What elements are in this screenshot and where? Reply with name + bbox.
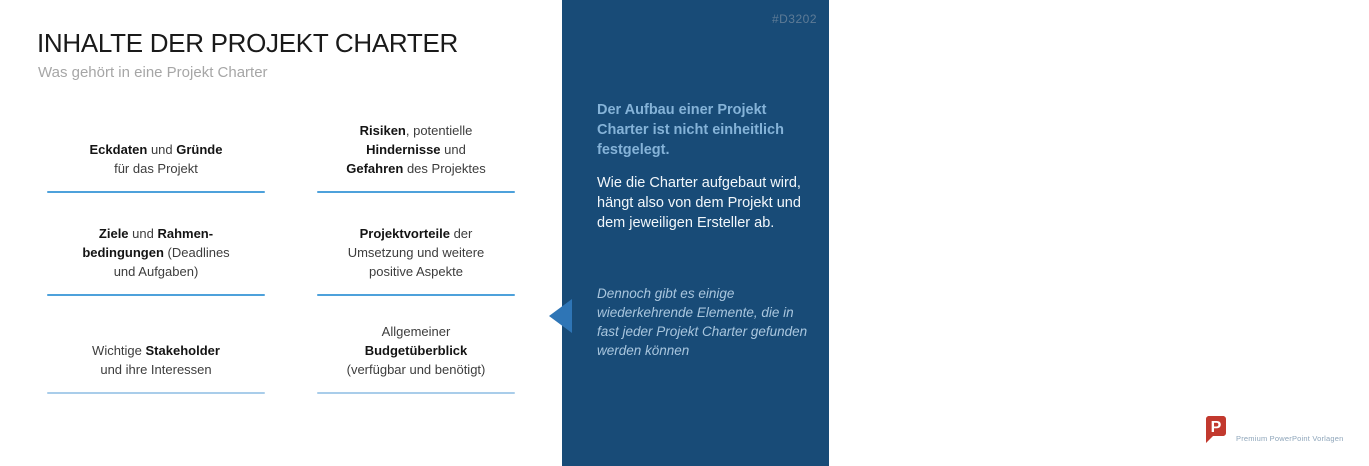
svg-text:P: P — [1210, 419, 1222, 436]
sidebar-heading: Der Aufbau einer Projekt Charter ist nicht einheitlich festgelegt. — [597, 102, 784, 158]
item-divider-line — [47, 191, 265, 193]
item-text: Allgemeiner Budgetüberblick (verfügbar und benötigt) — [346, 324, 486, 377]
sidebar-panel — [562, 0, 1369, 466]
sidebar-note-text: Dennoch gibt es einige wiederkehrende Elemente, die in fast jeder Projekt Charter gefunden werden können — [597, 286, 808, 358]
content-item-stakeholder — [47, 308, 265, 394]
item-divider-line — [47, 392, 265, 394]
speech-bubble-p-icon — [1204, 415, 1228, 446]
item-divider-line — [317, 191, 515, 193]
page-subtitle: Was gehört in eine Projekt Charter — [38, 64, 268, 81]
item-text: Ziele und Rahmen- bedingungen (Deadlines und Aufgaben) — [82, 226, 230, 279]
logo-tagline: Premium PowerPoint Vorlagen — [1236, 434, 1344, 443]
content-item-projektvorteile — [317, 211, 515, 296]
content-item-eckdaten — [47, 110, 265, 193]
registered-trademark-icon: ® — [1363, 415, 1369, 423]
logo-text-block — [1236, 415, 1369, 443]
sidebar-body-text: Wie die Charter aufgebaut wird, hängt also von dem Projekt und dem jeweiligen Ersteller ab. — [597, 175, 801, 231]
presentationload-logo — [1204, 415, 1369, 446]
content-item-risiken — [317, 110, 515, 193]
left-triangle-icon — [549, 299, 572, 333]
page-title: INHALTE DER PROJEKT CHARTER — [37, 28, 458, 58]
slide-code: #D3202 — [771, 12, 817, 26]
logo-name-regular: PRESENTATION — [1236, 415, 1329, 429]
content-item-ziele — [47, 211, 265, 296]
logo-name-bold: LOAD — [1328, 415, 1364, 429]
item-text: Risiken, potentielle Hindernisse und Gefahren des Projektes — [346, 123, 486, 176]
content-item-budget — [317, 308, 515, 394]
item-text: Wichtige Stakeholder und ihre Interessen — [92, 343, 220, 377]
item-divider-line — [47, 294, 265, 296]
item-text: Eckdaten und Gründe für das Projekt — [89, 142, 223, 176]
item-divider-line — [317, 392, 515, 394]
item-divider-line — [317, 294, 515, 296]
logo-wordmark — [1236, 415, 1369, 432]
item-text: Projektvorteile der Umsetzung und weitere positive Aspekte — [347, 226, 485, 279]
